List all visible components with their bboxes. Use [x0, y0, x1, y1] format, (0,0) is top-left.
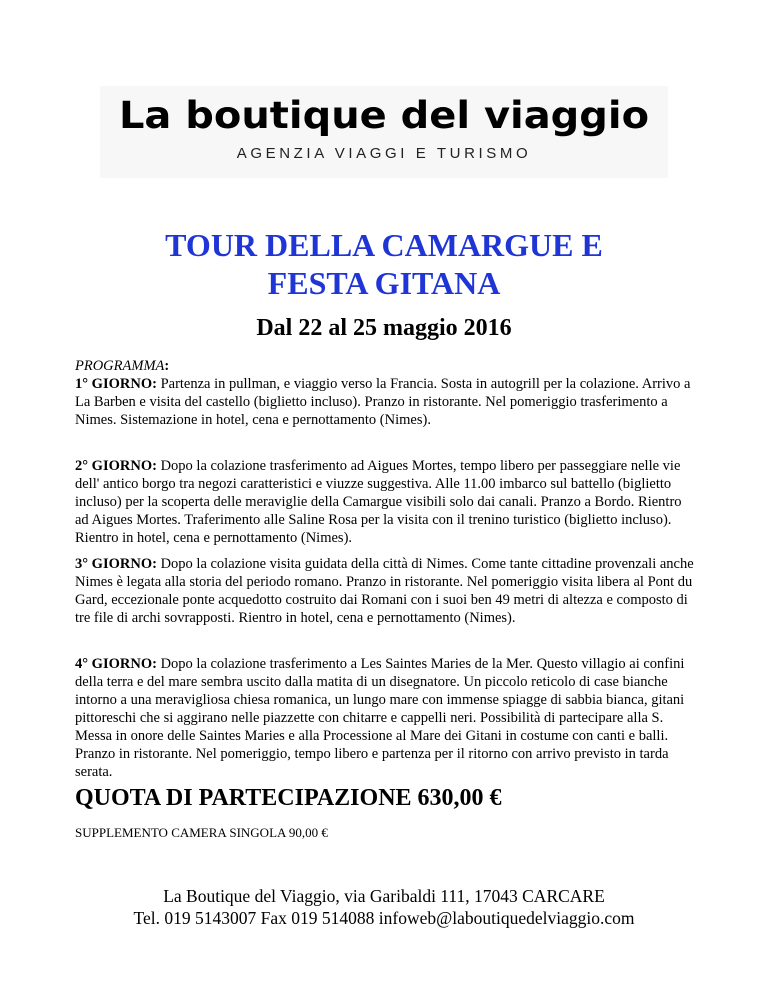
programma-label — [75, 357, 169, 375]
tour-title-line-1: TOUR DELLA CAMARGUE E — [165, 227, 603, 263]
day-3-heading: 3° GIORNO: — [75, 556, 157, 572]
tour-title — [60, 226, 708, 302]
day-1-heading: 1° GIORNO: — [75, 376, 157, 392]
logo-tagline: AGENZIA VIAGGI E TURISMO — [236, 145, 532, 162]
agency-logo — [100, 86, 668, 178]
programma-label-text: PROGRAMMA — [75, 358, 165, 374]
day-1-paragraph — [75, 375, 695, 429]
single-room-supplement: SUPPLEMENTO CAMERA SINGOLA 90,00 € — [75, 825, 328, 840]
programma-colon: : — [164, 358, 170, 374]
day-1-text: Partenza in pullman, e viaggio verso la Francia. Sosta in autogrill per la colazione. Arrivo a La Barben e visita del castello (biglietto incluso). Pranzo in ristorante. Nel pomeriggio trasferimento a Nimes. Sistemazione in hotel, cena e pernottamento (Nimes). — [75, 376, 691, 428]
tour-dates: Dal 22 al 25 maggio 2016 — [256, 315, 512, 341]
day-4-heading: 4° GIORNO: — [75, 656, 157, 672]
agency-contact-footer — [0, 885, 768, 929]
day-3-text: Dopo la colazione visita guidata della città di Nimes. Come tante cittadine provenzali anche Nimes è legata alla storia del periodo romano. Pranzo in ristorante. Nel pomeriggio visita libera al Pont du Gard, eccezionale ponte acquedotto costruito dai Romani con i suoi ben 49 metri di altezza e composto di tre file di archi sovrapposti. Rientro in hotel, cena e pernottamento (Nimes). — [75, 556, 694, 626]
day-2-text: Dopo la colazione trasferimento ad Aigues Mortes, tempo libero per passeggiare nelle vie dell' antico borgo tra negozi caratteristici e viuzze suggestiva. Alle 11.00 imbarco sul battello (biglietto incluso) per la scoperta delle meraviglie della Camargue visibili solo dai canali. Pranzo a Bordo. Rientro ad Aigues Mortes. Traferimento alle Saline Rosa per la visita con il trenino turistico (biglietto incluso). Rientro in hotel, cena e pernottamento (Nimes). — [75, 458, 682, 546]
day-4-paragraph — [75, 655, 695, 781]
day-4-text: Dopo la colazione trasferimento a Les Saintes Maries de la Mer. Questo villagio ai confini della terra e del mare sembra uscito dalla matita di un disegnatore. Un piccolo reticolo di case bianche intorno a una meravigliosa chiesa romanica, un lungo mare con immense spiagge di sabbia bianca, gitani pittoreschi che si aggirano nelle piazzette con chitarre e cappelli neri. Possibilità di partecipare alla S. Messa in onore delle Saintes Maries e alla Processione al Mare dei Gitani in costume con canti e balli. Pranzo in ristorante. Nel pomeriggio, tempo libero e partenza per il ritorno con arrivo previsto in tarda serata. — [75, 656, 685, 780]
price-heading: QUOTA DI PARTECIPAZIONE 630,00 € — [75, 785, 502, 811]
logo-brand-text: La boutique del viaggio — [118, 94, 650, 137]
day-3-paragraph — [75, 555, 695, 627]
tour-title-line-2: FESTA GITANA — [267, 265, 501, 301]
day-2-heading: 2° GIORNO: — [75, 458, 157, 474]
footer-contacts: Tel. 019 5143007 Fax 019 514088 infoweb@laboutiquedelviaggio.com — [133, 908, 635, 928]
footer-address: La Boutique del Viaggio, via Garibaldi 111, 17043 CARCARE — [163, 886, 605, 906]
day-2-paragraph — [75, 457, 695, 547]
